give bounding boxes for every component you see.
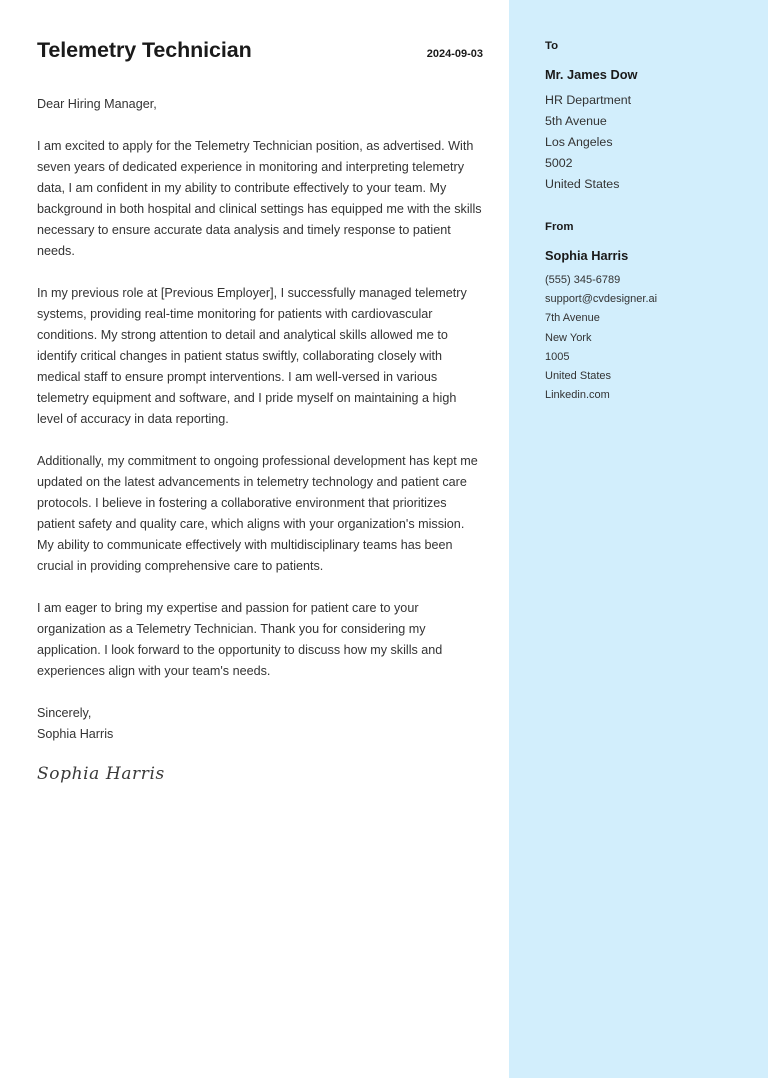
sender-website: Linkedin.com — [545, 389, 610, 402]
contact-sidebar — [509, 0, 768, 1078]
letter-date: 2024-09-03 — [426, 48, 483, 60]
salutation: Dear Hiring Manager, — [37, 96, 157, 111]
page-title: Telemetry Technician — [37, 38, 252, 62]
sender-line: 7th Avenue — [545, 312, 600, 325]
letter-header — [37, 38, 483, 64]
recipient-line: Los Angeles — [545, 135, 613, 150]
recipient-block — [545, 40, 768, 195]
signature: Sophia Harris — [37, 763, 165, 784]
sender-name: Sophia Harris — [545, 247, 629, 263]
recipient-line: 5th Avenue — [545, 114, 607, 129]
letter-paragraph-4: I am eager to bring my expertise and passion for patient care to your organization as a Telemetry Technician. Thank you for considering my application. I look forward to the opportunity to discuss how my skills and experiences align with your team's needs. — [37, 600, 443, 678]
recipient-label: To — [545, 40, 559, 52]
letter-paragraph-1: I am excited to apply for the Telemetry Technician position, as advertised. With seven years of dedicated experience in monitoring and interpreting telemetry data, I am confident in my ability to contribute effectively to your team. My background in both hospital and clinical settings has equipped me with the skills necessary to ensure accurate data analysis and timely response to patient needs. — [37, 138, 482, 258]
sender-phone: (555) 345-6789 — [545, 274, 621, 287]
sender-line: New York — [545, 331, 592, 344]
sender-line: United States — [545, 370, 612, 383]
sender-block — [545, 221, 768, 405]
closing-word: Sincerely, — [37, 705, 92, 720]
letter-closing — [37, 703, 483, 745]
recipient-name: Mr. James Dow — [545, 66, 638, 82]
letter-paragraph-2: In my previous role at [Previous Employer], I successfully managed telemetry systems, providing real-time monitoring for patients with cardiovascular conditions. My strong attention to detail and analytical skills allowed me to identify critical changes in patient status swiftly, collaborating closely with medical staff to ensure prompt interventions. I am well-versed in various telemetry equipment and software, and I pride myself on maintaining a high level of accuracy in data reporting. — [37, 285, 467, 426]
sender-email: support@cvdesigner.ai — [545, 293, 658, 306]
letter-paragraph-3: Additionally, my commitment to ongoing professional development has kept me updated on the latest advancements in telemetry technology and patient care protocols. I believe in fostering a collaborative environment that prioritizes patient safety and quality care, which aligns with your organization's mission. My ability to communicate effectively with multidisciplinary teams has been crucial in providing comprehensive care to patients. — [37, 453, 478, 573]
sender-label: From — [545, 221, 574, 234]
recipient-line: HR Department — [545, 93, 632, 108]
recipient-line: 5002 — [545, 156, 573, 171]
recipient-line: United States — [545, 177, 620, 192]
closing-name: Sophia Harris — [37, 726, 114, 741]
sender-line: 1005 — [545, 350, 570, 363]
